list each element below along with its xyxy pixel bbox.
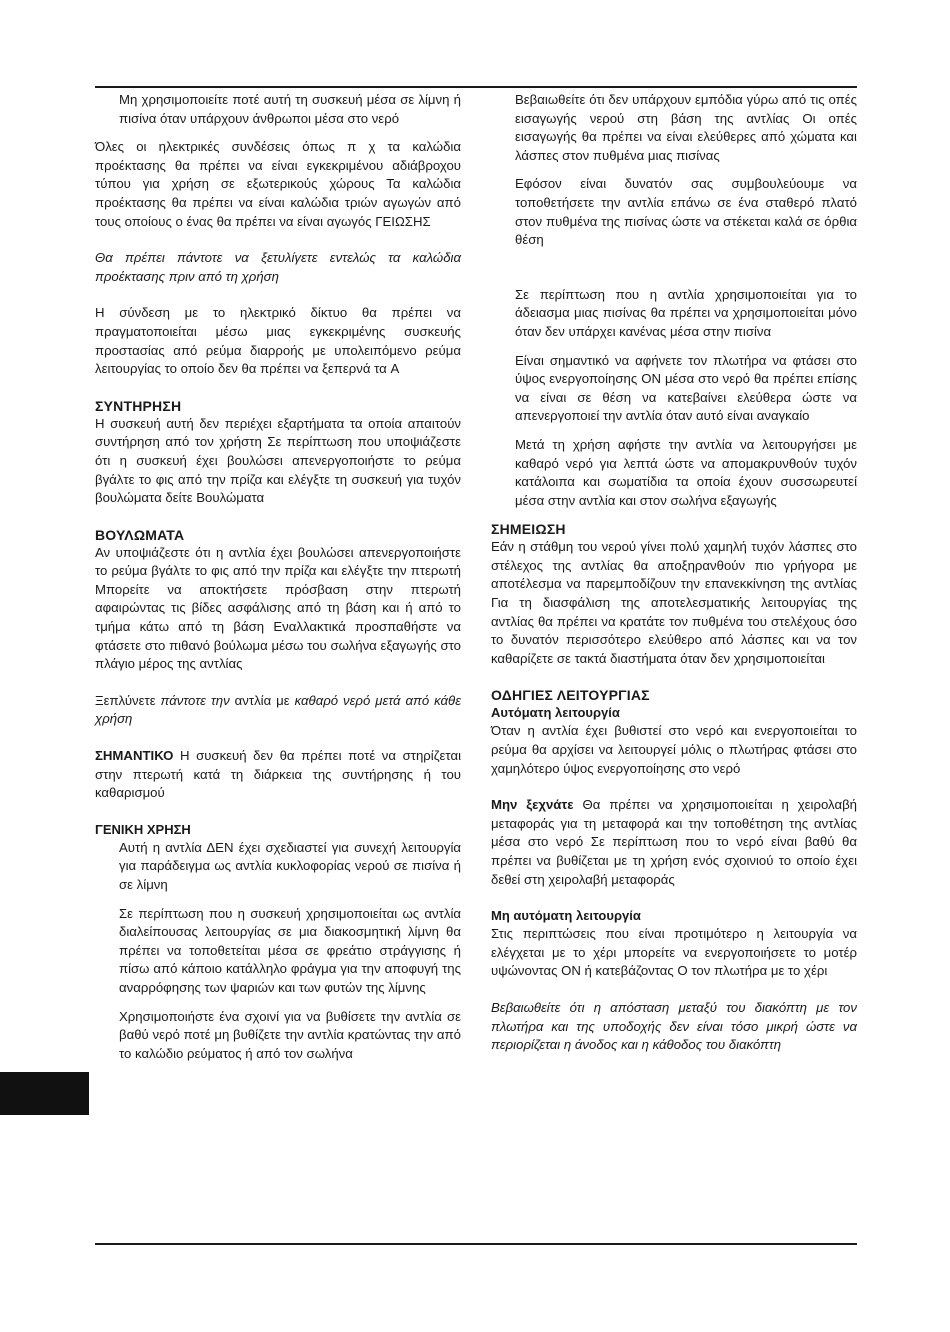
bottom-rule xyxy=(95,1243,857,1245)
maintenance-heading: ΣΥΝΤΗΡΗΣΗ xyxy=(95,397,182,414)
important-paragraph: ΣΗΜΑΝΤΙΚΟ Η συσκευή δεν θα πρέπει ποτέ να στηρίζεται στην πτερωτή κατά τη διάρκεια της συντήρησης ή του καθαρισμού xyxy=(95,748,461,801)
page-side-tab xyxy=(0,1072,89,1115)
instructions-heading: ΟΔΗΓΙΕΣ ΛΕΙΤΟΥΡΓΙΑΣ xyxy=(491,687,650,704)
automatic-operation-heading: Αυτόματη λειτουργία xyxy=(491,705,620,721)
rinse-paragraph: Ξεπλύνετε πάντοτε την αντλία με καθαρό νερό μετά από κάθε χρήση xyxy=(95,692,461,727)
not-designed-paragraph: Αυτή η αντλία ΔΕΝ έχει σχεδιαστεί για συνεχή λειτουργία για παράδειγμα ως αντλία κυκλοφορίας νερού σε πισίνα ή σε λίμνη xyxy=(119,839,461,892)
obstacles-paragraph: Βεβαιωθείτε ότι δεν υπάρχουν εμπόδια γύρω από τις οπές εισαγωγής νερού στη βάση της αντλίας Οι οπές εισαγωγής θα πρέπει να είναι ελεύθερες από χώματα και λάσπες στον πυθμένα μιας πισίνας xyxy=(515,92,857,163)
right-column xyxy=(491,91,857,1065)
intermittent-use-paragraph: Σε περίπτωση που η συσκευή χρησιμοποιείται ως αντλία διαλείπουσας λειτουργίας σε μια διακοσμητική λίμνη θα πρέπει να τοποθετείται μέσα σε φρεάτιο στράγγισης ή πίσω από κάποιο κατάλληλο φράγμα για την αποφυγή της αναρρόφησης των ψαριών και των φυτών της λίμνης xyxy=(119,905,461,995)
electrical-connections-paragraph: Όλες οι ηλεκτρικές συνδέσεις όπως π χ τα καλώδια προέκτασης θα πρέπει να είναι εγκεκριμένου αδιάβροχου τύπου για χρήση σε εξωτερικούς χώρους Τα καλώδια προέκτασης θα πρέπει να είναι καλώδια τριών αγωγών από τους οποίους ο ένας θα πρέπει να είναι αγωγός ΓΕΙΩΣΗΣ xyxy=(95,139,461,229)
left-column xyxy=(95,91,461,1073)
maintenance-paragraph: Η συσκευή αυτή δεν περιέχει εξαρτήματα τα οποία απαιτούν συντήρηση από τον χρήστη Σε περίπτωση που υποψιάζεστε ότι η συσκευή έχει βουλώσει απενεργοποιήστε το ρεύμα βγάλτε το φις από την πρίζα και ελέγξτε τη συσκευή για τυχόν βουλώματα δείτε Βουλώματα xyxy=(95,415,461,506)
top-rule xyxy=(95,86,857,88)
manual-operation-paragraph: Στις περιπτώσεις που είναι προτιμότερο η λειτουργία να ελέγχεται με το χέρι μπορείτε να ενεργοποιήσετε το μοτέρ υψώνοντας ON ή κατεβάζοντας O τον πλωτήρα με το χέρι xyxy=(491,926,857,979)
dont-forget-paragraph: Μην ξεχνάτε Θα πρέπει να χρησιμοποιείται η χειρολαβή μεταφοράς για τη μεταφορά και την τοποθέτηση της αντλίας μέσα στο νερό Σε περίπτωση που το νερό είναι βαθύ θα πρέπει να βυθίζεται με τη χρήση ενός σχοινιού το οποίο έχει δεθεί στη χειρολαβή μεταφοράς xyxy=(491,797,857,887)
rope-paragraph: Χρησιμοποιήστε ένα σχοινί για να βυθίσετε την αντλία σε βαθύ νερό ποτέ μη βυθίζετε την αντλία κρατώντας την από το καλώδιο ρεύματος ή από τον σωλήνα xyxy=(119,1008,461,1061)
float-paragraph: Είναι σημαντικό να αφήνετε τον πλωτήρα να φτάσει στο ύψος ενεργοποίησης ON μέσα στο νερό θα πρέπει επίσης να είναι σε θέση να κατεβαίνει ελεύθερα ώστε να απενεργοποιεί την αντλία όταν αυτό είναι αναγκαίο xyxy=(515,352,857,424)
warning-never-use: Μη χρησιμοποιείτε ποτέ αυτή τη συσκευή μέσα σε λίμνη ή πισίνα όταν υπάρχουν άνθρωποι μέσα στο νερό xyxy=(119,92,461,126)
plate-paragraph: Εφόσον είναι δυνατόν σας συμβουλεύουμε να τοποθετήσετε την αντλία επάνω σε ένα σταθερό πλατό στον πυθμένα της πισίνας ώστε να στέκεται καλά σε όρθια θέση xyxy=(515,176,857,248)
mains-connection-paragraph: Η σύνδεση με το ηλεκτρικό δίκτυο θα πρέπει να πραγματοποιείται μέσω μιας εγκεκριμένης συσκευής προστασίας από ρεύμα διαρροής με υπολειπόμενο ρεύμα λειτουργίας το οποίο δεν θα πρέπει να ξεπερνά τα A xyxy=(95,305,461,377)
general-use-heading: ΓΕΝΙΚΗ ΧΡΗΣΗ xyxy=(95,821,191,837)
important-label: ΣΗΜΑΝΤΙΚΟ xyxy=(95,748,174,764)
switch-distance-paragraph: Βεβαιωθείτε ότι η απόσταση μεταξύ του διακόπτη με τον πλωτήρα και της υποδοχής δεν είναι τόσο μικρή ώστε να περιορίζεται η άνοδος και η κάθοδος του διακόπτη xyxy=(491,999,857,1053)
empty-pool-paragraph: Σε περίπτωση που η αντλία χρησιμοποιείται για το άδειασμα μιας πισίνας θα πρέπει να χρησιμοποιείται μόνο όταν δεν υπάρχει κανένας μέσα στην πισίνα xyxy=(515,286,857,339)
note-heading: ΣΗΜΕΙΩΣΗ xyxy=(491,521,566,538)
automatic-operation-paragraph: Όταν η αντλία έχει βυθιστεί στο νερό και ενεργοποιείται το ρεύμα θα αρχίσει να λειτουργεί μόλις ο πλωτήρας φτάσει στο χαμηλότερο ύψος ενεργοποίησης στο νερό xyxy=(491,723,857,776)
clogs-paragraph: Αν υποψιάζεστε ότι η αντλία έχει βουλώσει απενεργοποιήστε το ρεύμα βγάλτε το φις από την πρίζα και ελέγξτε την πτερωτή Μπορείτε να αποκτήσετε πρόσβαση στην πτερωτή αφαιρώντας τις βίδες ασφάλισης από τη βάση και ή από το τμήμα κάτω από τη βάση Εναλλακτικά προσπαθήστε να φτάσετε στο πιθανό βούλωμα μέσω του σωλήνα εξαγωγής στο πλάγιο μέρος της αντλίας xyxy=(95,544,461,672)
note-paragraph: Εάν η στάθμη του νερού γίνει πολύ χαμηλή τυχόν λάσπες στο στέλεχος της αντλίας θα αποξηρανθούν πιο γρήγορα με αποτέλεσμα να παρεμποδίζουν την επανεκκίνηση της αντλίας Για τη διασφάλιση της αποτελεσματικής λειτουργίας της αντλίας θα πρέπει να κρατάτε τον πυθμένα του στελέχους όσο το δυνατόν περισσότερο ελεύθερο από λάσπες και να τον καθαρίζετε σε τακτά διαστήματα όταν δεν χρησιμοποιείται xyxy=(491,539,857,666)
unwind-cables-paragraph: Θα πρέπει πάντοτε να ξετυλίγετε εντελώς τα καλώδια προέκτασης πριν από τη χρήση xyxy=(95,250,461,284)
clogs-heading: ΒΟΥΛΩΜΑΤΑ xyxy=(95,526,185,543)
dont-forget-label: Μην ξεχνάτε xyxy=(491,797,574,813)
manual-operation-heading: Μη αυτόματη λειτουργία xyxy=(491,908,641,924)
after-use-paragraph: Μετά τη χρήση αφήστε την αντλία να λειτουργήσει με καθαρό νερό για λεπτά ώστε να απομακρυνθούν τυχόν κατάλοιπα και σωματίδια τα οποία έχουν συσσωρευτεί μέσα στην αντλία και στον σωλήνα εξαγωγής xyxy=(515,436,857,508)
